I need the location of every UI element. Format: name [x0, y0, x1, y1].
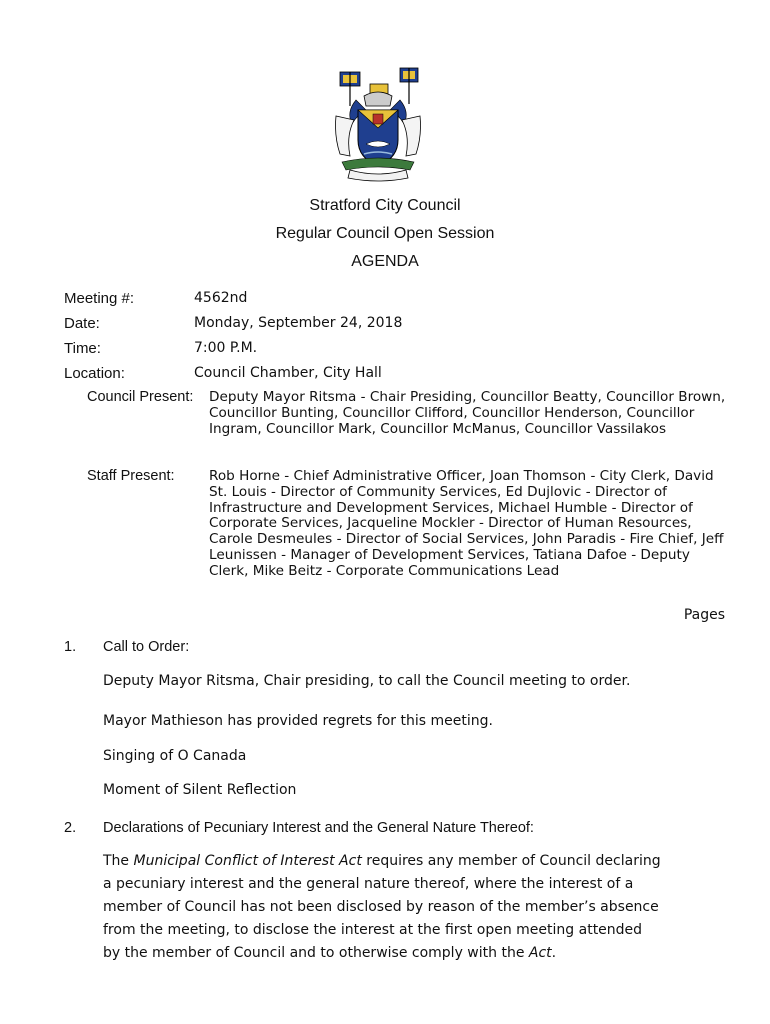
section-1-paragraph: Deputy Mayor Ritsma, Chair presiding, to call the Council meeting to order.: [103, 673, 631, 689]
time-value: 7:00 P.M.: [194, 340, 258, 356]
council-name: Stratford City Council: [309, 197, 461, 214]
meeting-number-label: Meeting #:: [64, 290, 135, 307]
staff-present-list: Rob Horne - Chief Administrative Officer, Joan Thomson - City Clerk, David St. Louis - Director of Community Services, Ed Dujlovic - Director of Infrastructure and Development Services, Michael Humble - Director of Corporate Services, Jacqueline Mockler - Director of Human Resources, Carole Desmeules - Director of Social Services, John Paradis - Fire Chief, Jeff Leunissen - Manager of Development Services, Tatiana Dafoe - Deputy Clerk, Mike Beitz - Corporate Communications Lead: [209, 468, 724, 579]
city-crest-logo: [328, 66, 428, 184]
date-value: Monday, September 24, 2018: [194, 315, 403, 331]
location-label: Location:: [64, 365, 125, 382]
location-value: Council Chamber, City Hall: [194, 365, 382, 381]
agenda-title-block: [0, 192, 770, 276]
section-1-number: 1.: [64, 639, 77, 655]
section-1-paragraph: Singing of O Canada: [103, 748, 247, 764]
section-1-paragraph: Mayor Mathieson has provided regrets for this meeting.: [103, 713, 493, 729]
time-label: Time:: [64, 340, 101, 357]
section-1-title: Call to Order:: [103, 639, 190, 655]
session-type: Regular Council Open Session: [275, 225, 495, 242]
meeting-number-value: 4562nd: [194, 290, 248, 306]
section-2-the: The: [103, 853, 130, 869]
staff-present-label: Staff Present:: [87, 468, 175, 484]
section-2-number: 2.: [64, 820, 77, 836]
section-2-title: Declarations of Pecuniary Interest and the General Nature Thereof:: [103, 820, 534, 836]
document-type: AGENDA: [351, 253, 419, 270]
council-present-label: Council Present:: [87, 389, 194, 405]
section-2-period: .: [551, 945, 557, 961]
section-2-body: requires any member of Council declaring a pecuniary interest and the general nature thereof, where the interest of a member of Council has not been disclosed by reason of the member’s absence from the meeting, to disclose the interest at the first open meeting attended by the member of Council and to otherwise comply with the: [103, 853, 661, 961]
pages-column-header: Pages: [683, 607, 725, 623]
council-present-list: Deputy Mayor Ritsma - Chair Presiding, Councillor Beatty, Councillor Brown, Councillor Bunting, Councillor Clifford, Councillor Henderson, Councillor Ingram, Councillor Mark, Councillor McManus, Councillor Vassilakos: [209, 389, 726, 437]
section-1-paragraph: Moment of Silent Reflection: [103, 782, 297, 798]
date-label: Date:: [64, 315, 100, 332]
act-title: Municipal Conflict of Interest Act: [133, 853, 362, 869]
act-short-title: Act: [528, 945, 552, 961]
section-2-paragraph: [103, 850, 663, 965]
